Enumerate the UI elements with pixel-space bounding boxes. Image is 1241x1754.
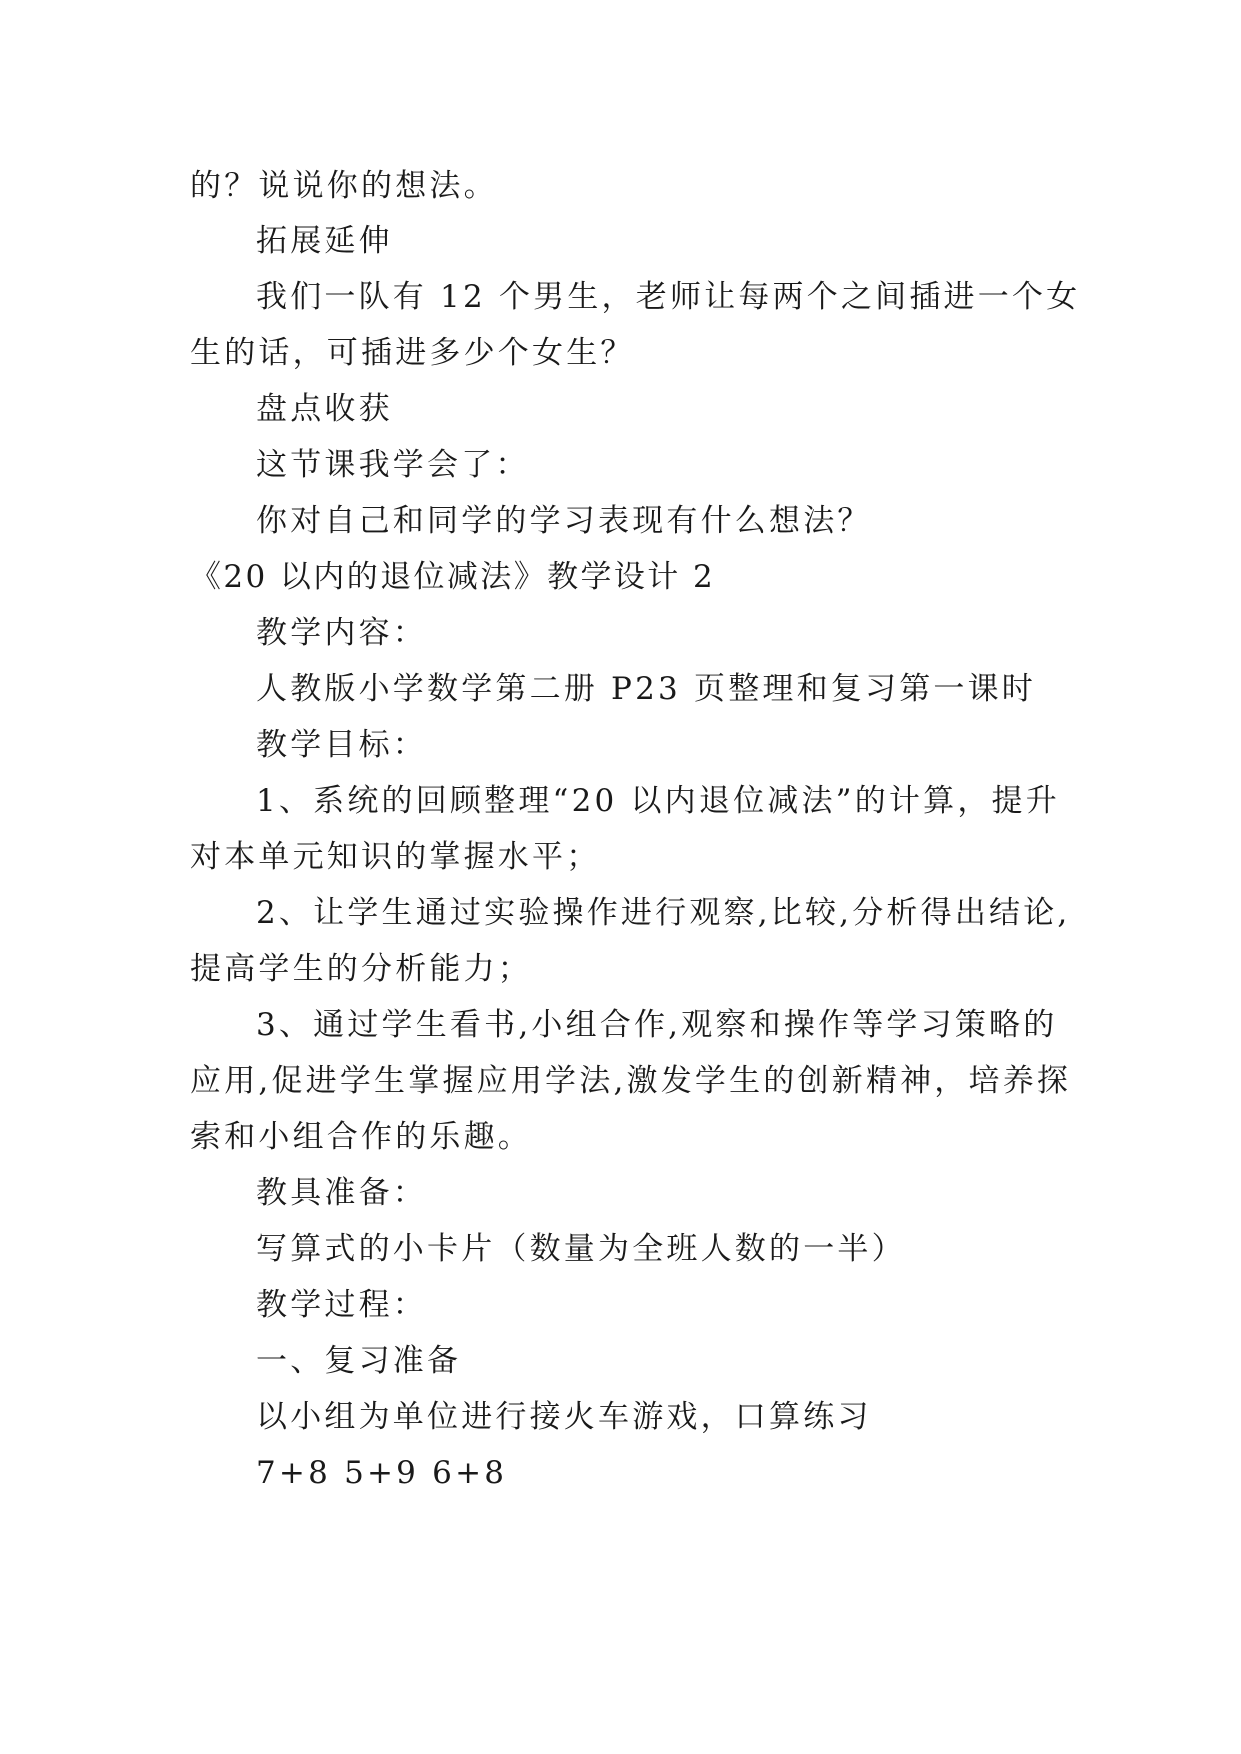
section-heading: 教学目标： xyxy=(256,727,427,763)
text-line: 3、通过学生看书,小组合作,观察和操作等学习策略的 xyxy=(256,1007,1058,1043)
text-line: 对本单元知识的掌握水平； xyxy=(190,839,601,875)
section-heading: 拓展延伸 xyxy=(256,223,393,259)
text-line: 写算式的小卡片（数量为全班人数的一半） xyxy=(256,1231,906,1267)
text-line: 人教版小学数学第二册 P23 页整理和复习第一课时 xyxy=(256,671,1037,707)
text-line: 你对自己和同学的学习表现有什么想法？ xyxy=(256,503,872,539)
text-line: 我们一队有 12 个男生，老师让每两个之间插进一个女 xyxy=(256,279,1081,315)
section-heading: 教学内容： xyxy=(256,615,427,651)
document-title: 《20 以内的退位减法》教学设计 2 xyxy=(190,559,716,595)
text-line: 以小组为单位进行接火车游戏，口算练习 xyxy=(256,1399,872,1435)
section-heading: 教学过程： xyxy=(256,1287,427,1323)
text-line: 提高学生的分析能力； xyxy=(190,951,532,987)
text-line: 这节课我学会了： xyxy=(256,447,530,483)
text-line: 应用,促进学生掌握应用学法,激发学生的创新精神，培养探 xyxy=(190,1063,1072,1099)
text-line: 2、让学生通过实验操作进行观察,比较,分析得出结论, xyxy=(256,895,1071,931)
text-line: 索和小组合作的乐趣。 xyxy=(190,1119,532,1155)
text-line: 的？说说你的想法。 xyxy=(190,168,498,204)
section-heading: 教具准备： xyxy=(256,1175,427,1211)
section-heading: 一、复习准备 xyxy=(256,1343,462,1379)
text-line: 生的话，可插进多少个女生？ xyxy=(190,335,635,371)
section-heading: 盘点收获 xyxy=(256,391,393,427)
text-line: 7+8 5+9 6+8 xyxy=(256,1455,508,1491)
text-line: 1、系统的回顾整理“20 以内退位减法”的计算，提升 xyxy=(256,783,1060,819)
